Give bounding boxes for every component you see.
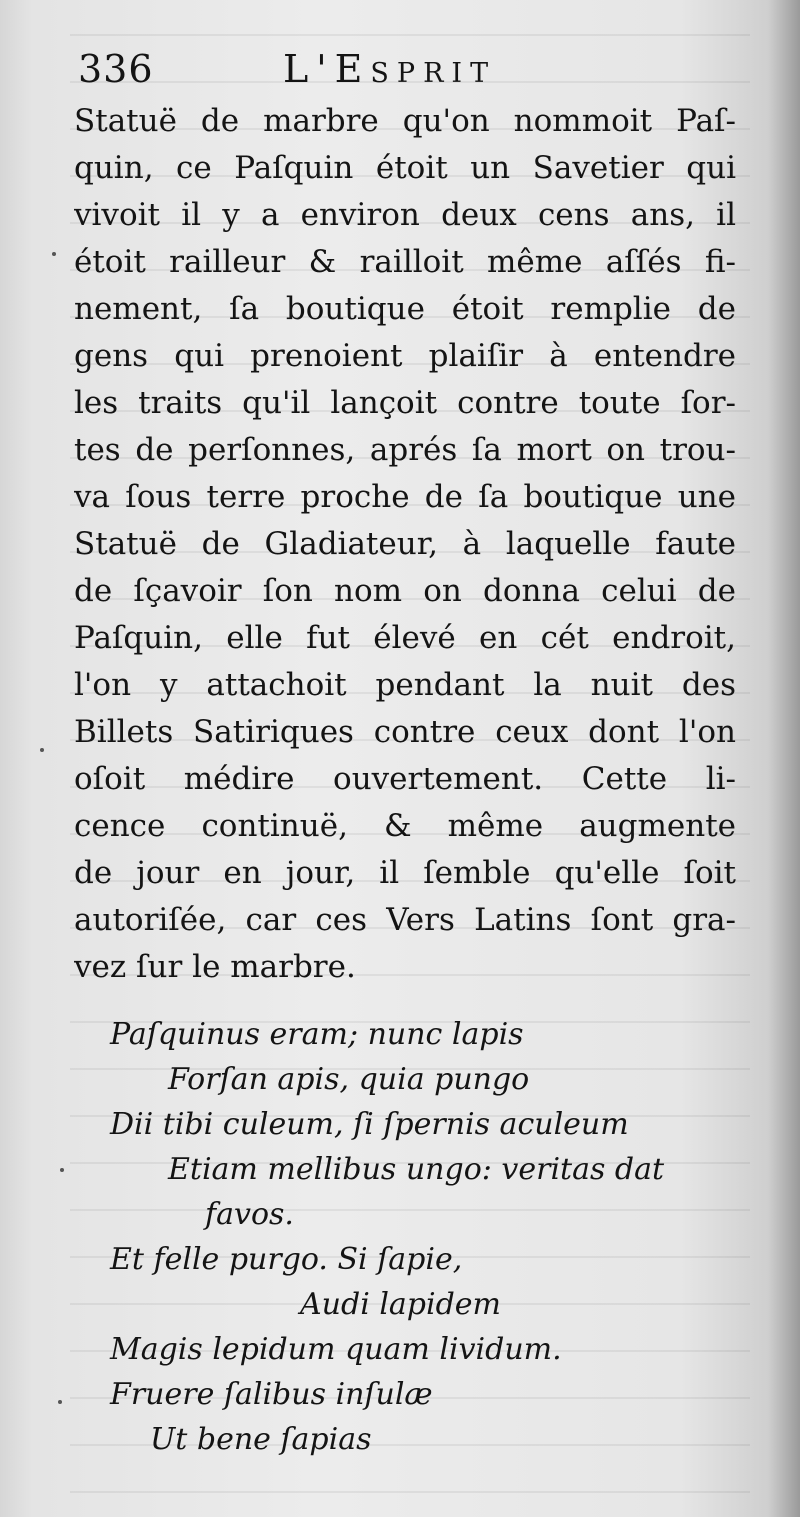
- text-line: vez ſur le marbre.: [74, 949, 356, 985]
- text-line: oſoit médire ouvertement. Cette li-: [74, 761, 736, 797]
- text-line: de ſçavoir ſon nom on donna celui de: [74, 573, 736, 609]
- ink-speck: [60, 1168, 64, 1172]
- text-line: tes de perſonnes, aprés ſa mort on trou-: [74, 432, 736, 468]
- text-line: autoriſée, car ces Vers Latins ſont gra-: [74, 902, 736, 938]
- ink-speck: [40, 748, 44, 752]
- ink-speck: [52, 252, 56, 256]
- verse-line: Audi lapidem: [300, 1287, 502, 1322]
- text-line: les traits qu'il lançoit contre toute ſor-: [74, 385, 736, 421]
- ink-speck: [58, 1400, 62, 1404]
- verse-line: Fruere ſalibus inſulæ: [110, 1377, 433, 1412]
- text-line: quin, ce Paſquin étoit un Savetier qui: [74, 150, 736, 186]
- text-line: étoit railleur & railloit même aſſés fi-: [74, 244, 736, 280]
- verse-line: Ut bene ſapias: [150, 1422, 372, 1457]
- text-line: cence continuë, & même augmente: [74, 808, 736, 844]
- page-header: [78, 44, 738, 94]
- page-number: 336: [78, 47, 154, 91]
- latin-verse: [110, 1012, 750, 1462]
- verse-line: Etiam mellibus ungo: veritas dat: [168, 1152, 665, 1187]
- text-line: l'on y attachoit pendant la nuit des: [74, 667, 736, 703]
- running-title: L'Esprit: [283, 47, 497, 91]
- text-line: Statuë de Gladiateur, à laquelle faute: [74, 526, 736, 562]
- text-line: Paſquin, elle fut élevé en cét endroit,: [74, 620, 736, 656]
- text-line: va ſous terre proche de ſa boutique une: [74, 479, 736, 515]
- prose-paragraph: [74, 98, 736, 991]
- text-line: de jour en jour, il ſemble qu'elle ſoit: [74, 855, 736, 891]
- text-line: gens qui prenoient plaiſir à entendre: [74, 338, 736, 374]
- text-line: Statuë de marbre qu'on nommoit Paſ-: [74, 103, 736, 139]
- verse-line: Et felle purgo. Si ſapie,: [110, 1242, 463, 1277]
- verse-line: Magis lepidum quam lividum.: [110, 1332, 562, 1367]
- verse-line: favos.: [205, 1197, 294, 1232]
- verse-line: Dii tibi culeum, ſi ſpernis aculeum: [110, 1107, 629, 1142]
- text-line: nement, ſa boutique étoit remplie de: [74, 291, 736, 327]
- verse-line: Paſquinus eram; nunc lapis: [110, 1017, 524, 1052]
- verse-line: Forſan apis, quia pungo: [168, 1062, 530, 1097]
- text-line: Billets Satiriques contre ceux dont l'on: [74, 714, 736, 750]
- text-line: vivoit il y a environ deux cens ans, il: [74, 197, 736, 233]
